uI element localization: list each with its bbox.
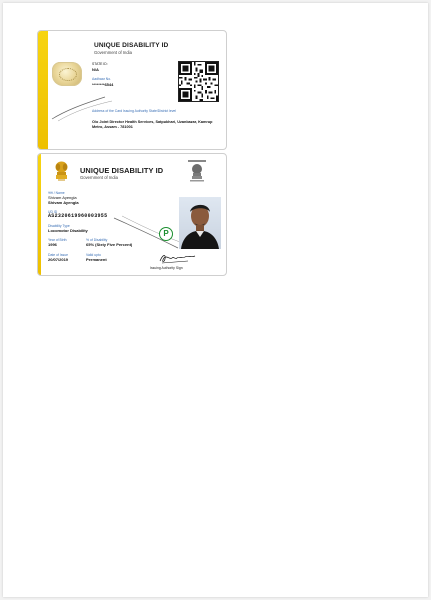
document-page xyxy=(3,3,428,597)
udid-card-front xyxy=(37,153,227,276)
udid-label: UD ID xyxy=(48,210,58,214)
address-label: Address of the Card Issuing Authority State/District level xyxy=(92,109,177,113)
card-subtitle: Government of India xyxy=(94,50,132,55)
disability-type-value: Locomotor Disability xyxy=(48,228,88,233)
state-id-value: N/A xyxy=(92,67,99,72)
portrait-photo-icon xyxy=(179,197,221,249)
valid-value: Permanent xyxy=(86,257,107,262)
yellow-stripe xyxy=(38,154,41,275)
card-title: UNIQUE DISABILITY ID xyxy=(80,166,164,175)
card-title: UNIQUE DISABILITY ID xyxy=(94,42,169,49)
authority-signature xyxy=(158,252,198,265)
aadhaar-value: ********6544 xyxy=(92,82,114,87)
card-subtitle: Government of India xyxy=(80,175,118,180)
address-value: O/o Joint Director Health Services, Satpukhari, Uzanbazar, Kamrup Metro, Assam - 781001 xyxy=(92,120,213,129)
disability-type-label: Disability Type xyxy=(48,224,70,228)
doi-value: 20/07/2019 xyxy=(48,257,69,262)
udid-card-back xyxy=(37,30,227,150)
ashoka-emblem-icon xyxy=(53,161,70,183)
name-label: नाम / Name xyxy=(48,191,65,195)
yellow-stripe xyxy=(38,31,48,149)
state-id-label: STATE ID: xyxy=(92,62,108,66)
qr-code-icon xyxy=(178,61,219,102)
authority-sign-label: Issuing Authority Sign xyxy=(150,266,183,270)
signature-strokes xyxy=(50,93,120,123)
yob-label: Year of Birth xyxy=(48,238,67,242)
p-badge: P xyxy=(159,227,173,241)
percent-label: % of Disability xyxy=(86,238,108,242)
udid-value: AS2320619960003955 xyxy=(48,213,108,219)
aadhaar-label: Aadhaar No. xyxy=(92,77,112,81)
name-hindi: Shivam Ayengla xyxy=(48,195,77,200)
hologram-seal-icon xyxy=(52,62,82,86)
doi-label: Date of Issue xyxy=(48,253,68,257)
yob-value: 1996 xyxy=(48,242,57,247)
valid-label: Valid upto xyxy=(86,253,101,257)
national-emblem-stamp-icon xyxy=(187,160,207,184)
percent-value: 65% (Sixty Five Percent) xyxy=(86,242,133,247)
name-value: Shivam Ayengla xyxy=(48,200,79,205)
